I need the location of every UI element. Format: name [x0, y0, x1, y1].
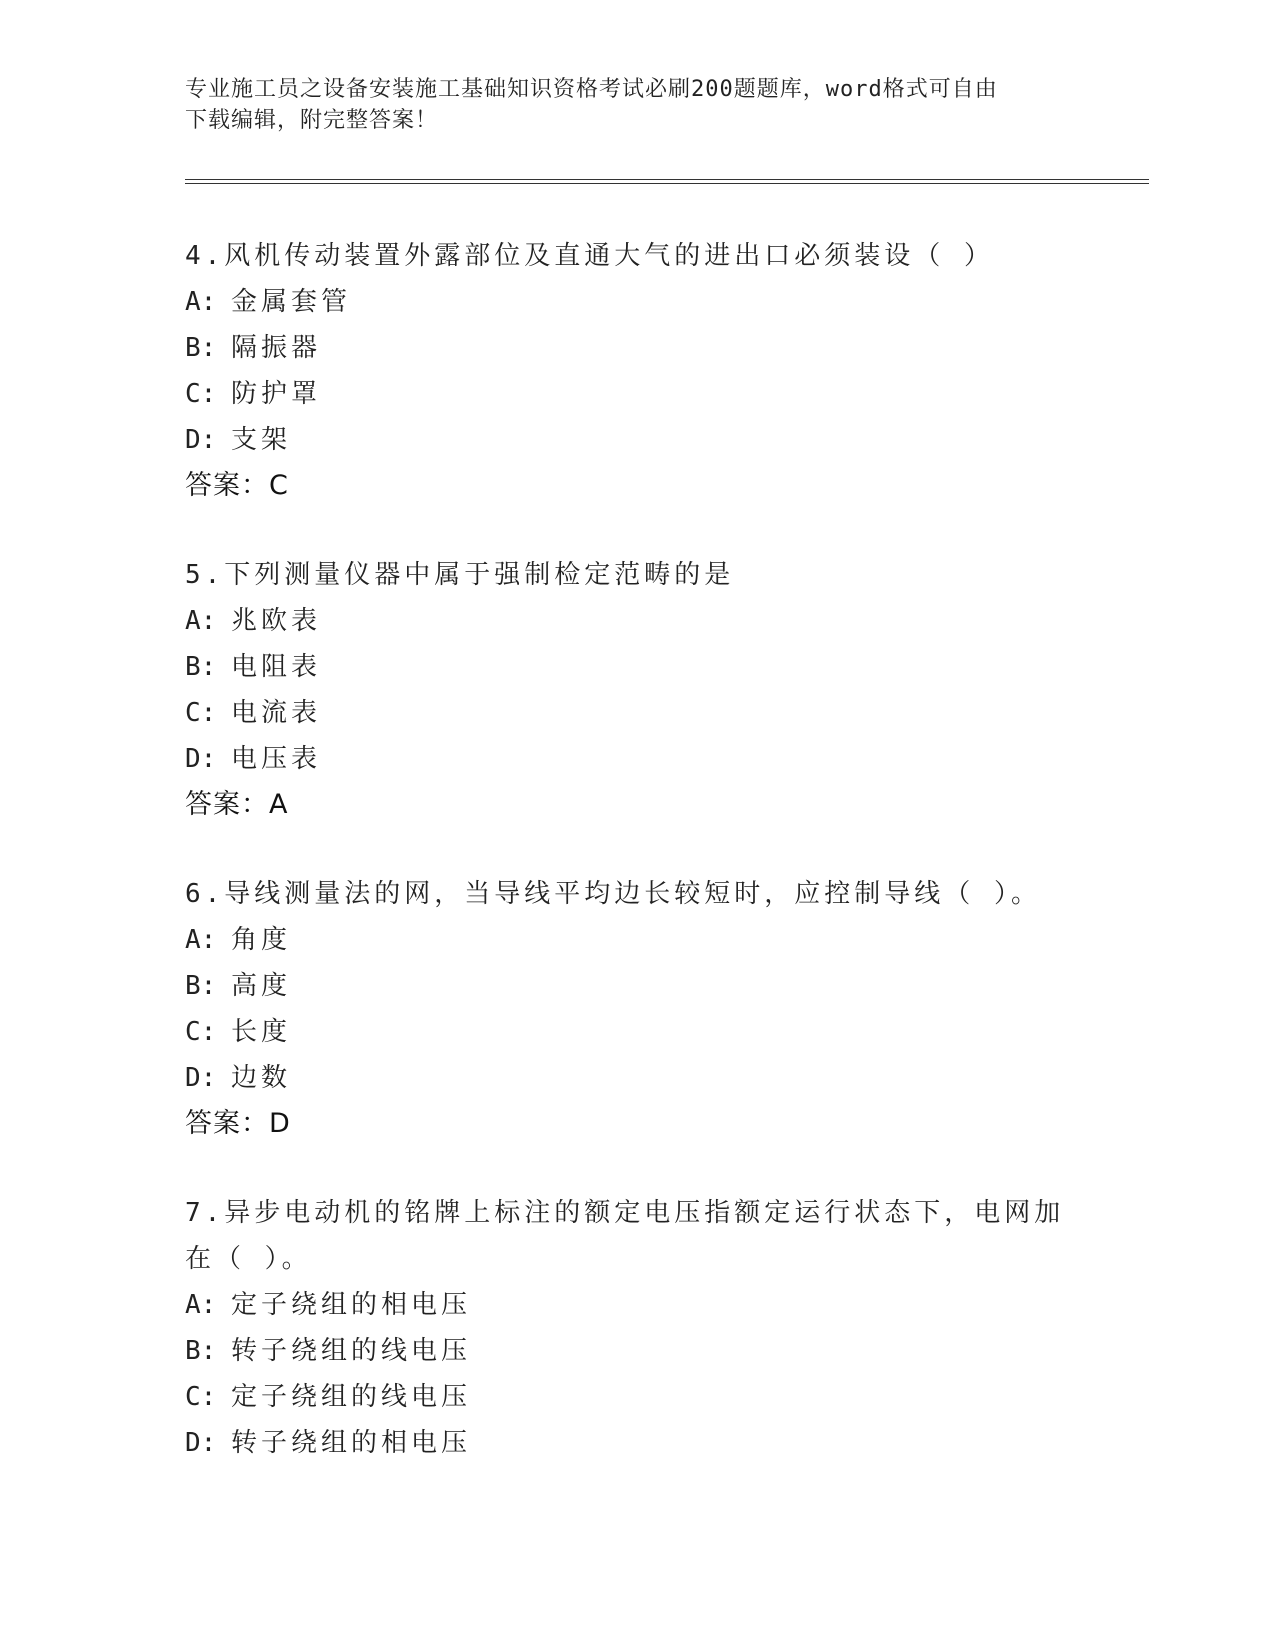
option-text: 角度: [231, 925, 292, 955]
question-title: 6.导线测量法的网，当导线平均边长较短时，应控制导线（ ）。: [185, 879, 1041, 909]
option-key: A:: [185, 606, 217, 636]
question-4: [185, 233, 1065, 509]
option-c: [185, 371, 1065, 417]
option-text: 长度: [231, 1017, 292, 1047]
option-key: B:: [185, 971, 217, 1001]
option-text: 隔振器: [231, 333, 322, 363]
option-a: [185, 1282, 1065, 1328]
document-header: [185, 74, 1085, 136]
option-key: C:: [185, 379, 217, 409]
option-key: C:: [185, 698, 217, 728]
option-c: [185, 1374, 1065, 1420]
answer-text: 答案：A: [185, 789, 289, 820]
option-d: [185, 1420, 1065, 1466]
question-7: [185, 1190, 1065, 1466]
option-text: 边数: [231, 1063, 292, 1093]
option-key: D:: [185, 744, 217, 774]
option-key: A:: [185, 1290, 217, 1320]
option-text: 定子绕组的相电压: [231, 1290, 472, 1320]
option-text: 电流表: [231, 698, 322, 728]
header-divider-bottom: [185, 183, 1149, 184]
option-key: B:: [185, 333, 217, 363]
option-b: [185, 644, 1065, 690]
option-c: [185, 690, 1065, 736]
option-d: [185, 736, 1065, 782]
question-title: 5.下列测量仪器中属于强制检定范畴的是: [185, 560, 735, 590]
option-a: [185, 598, 1065, 644]
question-title: 4.风机传动装置外露部位及直通大气的进出口必须装设（ ）: [185, 241, 994, 271]
option-text: 转子绕组的相电压: [231, 1428, 472, 1458]
option-text: 金属套管: [231, 287, 352, 317]
option-c: [185, 1009, 1065, 1055]
option-text: 防护罩: [231, 379, 322, 409]
option-key: C:: [185, 1017, 217, 1047]
option-key: A:: [185, 925, 217, 955]
option-key: D:: [185, 1063, 217, 1093]
option-text: 支架: [231, 425, 292, 455]
option-b: [185, 963, 1065, 1009]
option-text: 定子绕组的线电压: [231, 1382, 472, 1412]
option-d: [185, 417, 1065, 463]
option-text: 高度: [231, 971, 292, 1001]
option-key: C:: [185, 1382, 217, 1412]
header-line-2: 下载编辑，附完整答案！: [185, 108, 439, 133]
option-key: D:: [185, 425, 217, 455]
header-line-1: 专业施工员之设备安装施工基础知识资格考试必刷200题题库，word格式可自由: [185, 77, 998, 102]
option-d: [185, 1055, 1065, 1101]
option-a: [185, 917, 1065, 963]
header-divider-top: [185, 179, 1149, 180]
option-key: D:: [185, 1428, 217, 1458]
option-key: A:: [185, 287, 217, 317]
option-text: 兆欧表: [231, 606, 322, 636]
answer-text: 答案：C: [185, 470, 289, 501]
option-b: [185, 1328, 1065, 1374]
option-text: 转子绕组的线电压: [231, 1336, 472, 1366]
option-a: [185, 279, 1065, 325]
option-text: 电压表: [231, 744, 322, 774]
question-title: 7.异步电动机的铭牌上标注的额定电压指额定运行状态下，电网加在（ ）。: [185, 1198, 1065, 1274]
question-6: [185, 871, 1065, 1147]
option-key: B:: [185, 1336, 217, 1366]
question-5: [185, 552, 1065, 828]
answer-text: 答案：D: [185, 1108, 291, 1139]
option-text: 电阻表: [231, 652, 322, 682]
option-b: [185, 325, 1065, 371]
option-key: B:: [185, 652, 217, 682]
